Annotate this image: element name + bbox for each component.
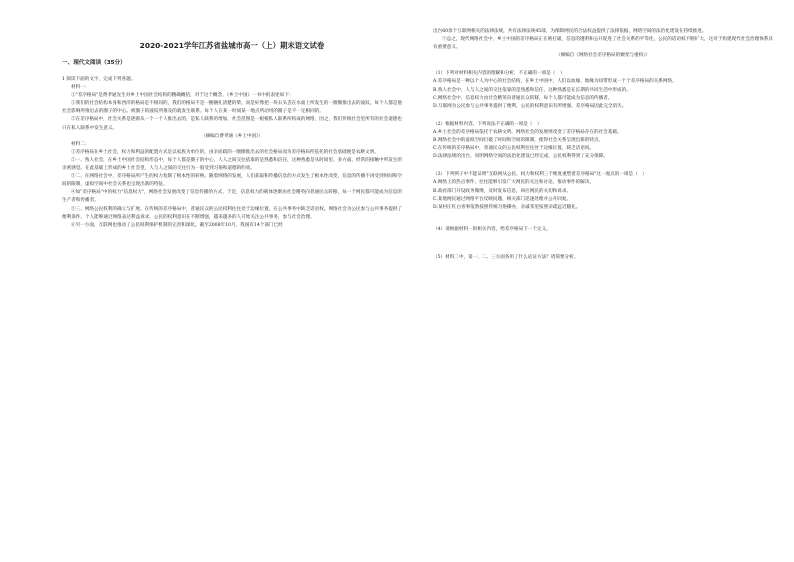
option-c: C.在传统的差序格局中，普通民众的公民权利往往处于边缘位置，缺乏话语权。 (433, 146, 595, 152)
material-two-label: 材料二： (71, 141, 90, 147)
question-instruction: 1 阅读下面的文字，完成下列各题。 (62, 77, 136, 82)
material-one-label: 材料一： (71, 85, 90, 91)
section-heading: 一、现代文阅读（35分） (62, 60, 126, 66)
question-1: （1）下列对材料相关内容的理解和分析，不正确的一项是（ ） (433, 71, 565, 77)
paragraph: ①"差序格局"是费孝通先生对乡土中国社会结构的精确概括，对于这个概念，《乡土中国》一书中的表述如下： (71, 93, 294, 99)
option-a: A.乡土社会的差序格局依托于农耕文明，网络社会的发展则改变了差序格局存在的社会基础。 (433, 129, 622, 135)
paragraph: ①我们的社会结构本身和西洋的格局是不相同的，我们的格局不是一捆捆扎清楚的柴，而是好像把一块石头丢在水面上所发生的一圈圈推出去的波纹。每个人都是他社会影响所推出去的圈子的中心。被圈子的波纹所推及的就发生联系。每个人在某一时间某一地点所动用的圈子是不一定相同的。 (62, 101, 402, 115)
paragraph: ⑦总之，现代网络社会中，乡土中国的差序格局正在被打破，信息的透明和公开促进了社会关系的平等化，公民的话语权不断扩大，这对于构建现代社会治理体系具有重要意义。 (433, 37, 773, 51)
option-d: D.互联网为公民参与公共事务提供了便利，公民的权利意识有所增强，差序格局因此完全消失。 (433, 103, 627, 109)
question-4: （4）请根据材料一的相关内容，给差序格局下一个定义。 (433, 226, 551, 232)
paragraph: ③二、在网络社会中，差序格局所产生的权力复制了根本性的转换。随着网络的发展，人们获取和传播信息的方式发生了根本性改变，信息的传播不再受到时间和空间的限制，虚拟空间中社会关系也呈现出新的特征。 (62, 174, 402, 188)
question-2: （2）根据材料内容，下列说法不正确的一项是（ ） (433, 121, 542, 127)
paragraph: ②一、熟人社会，在乡土中国社会结构形态中，每个人都是圈子的中心，人人之间交往依靠的是熟悉和信任，这种熟悉是从时间里、多方面、经常的接触中所发生的亲密感觉。在此基础上形成的乡土社会里，人与人之间的交往行为一般受到习俗和道德的约束。 (62, 157, 402, 172)
paragraph: ②在差序格局中，社会关系是逐渐从一个一个人推出去的，是私人联系的增加，社会范围是一根根私人联系所构成的网络，因之，我们传统社会里所有的社会道德也只在私人联系中发生意义。 (62, 117, 402, 131)
option-c: C.某地网民通过网络平台反映问题，相关部门迅速处理并公开回复。 (433, 196, 572, 202)
paragraph: ⑥另一方面，互联网也推动了公民权利保护机制的完善和深化。截至2008年10月，我国有14个部门已经 (71, 222, 283, 228)
option-d: D.某村庄红白喜事依然按照传统习俗操办，亲戚邻里按照亲疏远近随礼。 (433, 204, 581, 210)
source-note: （摘编自《网络社会差序格局的嬗变与重构》） (555, 53, 651, 59)
source-note: （摘编自费孝通《乡土中国》） (200, 133, 263, 139)
option-b: B.政府部门开设政务微博，及时发布信息，回应网民的关切和诉求。 (433, 188, 572, 194)
right-column (433, 28, 773, 262)
exam-title: 2020-2021学年江苏省盐城市高一（上）期末语文试卷 (139, 41, 325, 50)
option-a: A.网络上的热点事件，往往能够引发广大网民的关注和讨论，推动事件的解决。 (433, 180, 594, 186)
option-c: C.网络社会中，信息权力由社会精英向普通民众转移，每个人都可能成为信息的传播者。 (433, 95, 613, 101)
option-b: B.熟人社会中，人与人之间的交往依靠的是熟悉和信任，这种熟悉是在长期的共同生活中形成的。 (433, 87, 631, 93)
paragraph: ④如"差序格局"中的权力"信息权力"，网络社会发展改变了信息传播的方式，于是，信息权力的载体逐渐由社会精英向普通民众转移，每一个网民都可能成为信息的生产者和传播者。 (62, 190, 402, 204)
question-5: （5）材料二中，第一、二、三方面各用了什么论证方法？请简要分析。 (433, 254, 579, 260)
paragraph: 出台60余个互联网相关的法律法规，共有法律法规45部，为保障网民的合法权益提供了法律依据，网络空间的法治化建设在持续推进。 (433, 29, 707, 34)
option-d: D.法律法规的出台，说明网络空间的法治化建设已经完成，公民权利得到了充分保障。 (433, 154, 608, 160)
paragraph: ⑤三、网络公民权利的确立与扩展。在传统的差序格局中，普通民众的公民权利往往处于边缘位置，在公共事务中缺乏话语权。网络社会为公民参与公共事务提供了便利条件，个人能够通过网络表达利益诉求，公民的权利意识在不断增强，越来越多的人开始关注公共事务，参与社会治理。 (62, 206, 402, 220)
option-a: A.差序格局是一种以个人为中心的社会结构，在乡土中国中，人们以血缘、地缘为纽带形成一个个差序格局的关系网络。 (433, 79, 677, 85)
option-b: B.网络社会中的虚拟空间打破了时间和空间的限制，使得社会关系呈现出新的特点。 (433, 138, 604, 144)
question-3: （3）下列例子中不能证明"互联网从公民、权力和权利三个维度重塑着差序格局"这一观点的一项是（ ） (433, 172, 647, 178)
left-column (62, 76, 402, 230)
paragraph: ①差序格局在乡土社会，权力和利益的配置方式是以家族为单位的，由亲而疏的一圈圈推出去的社会格局而为差序格局所依托的社会基础便是农耕文明。 (71, 149, 379, 155)
